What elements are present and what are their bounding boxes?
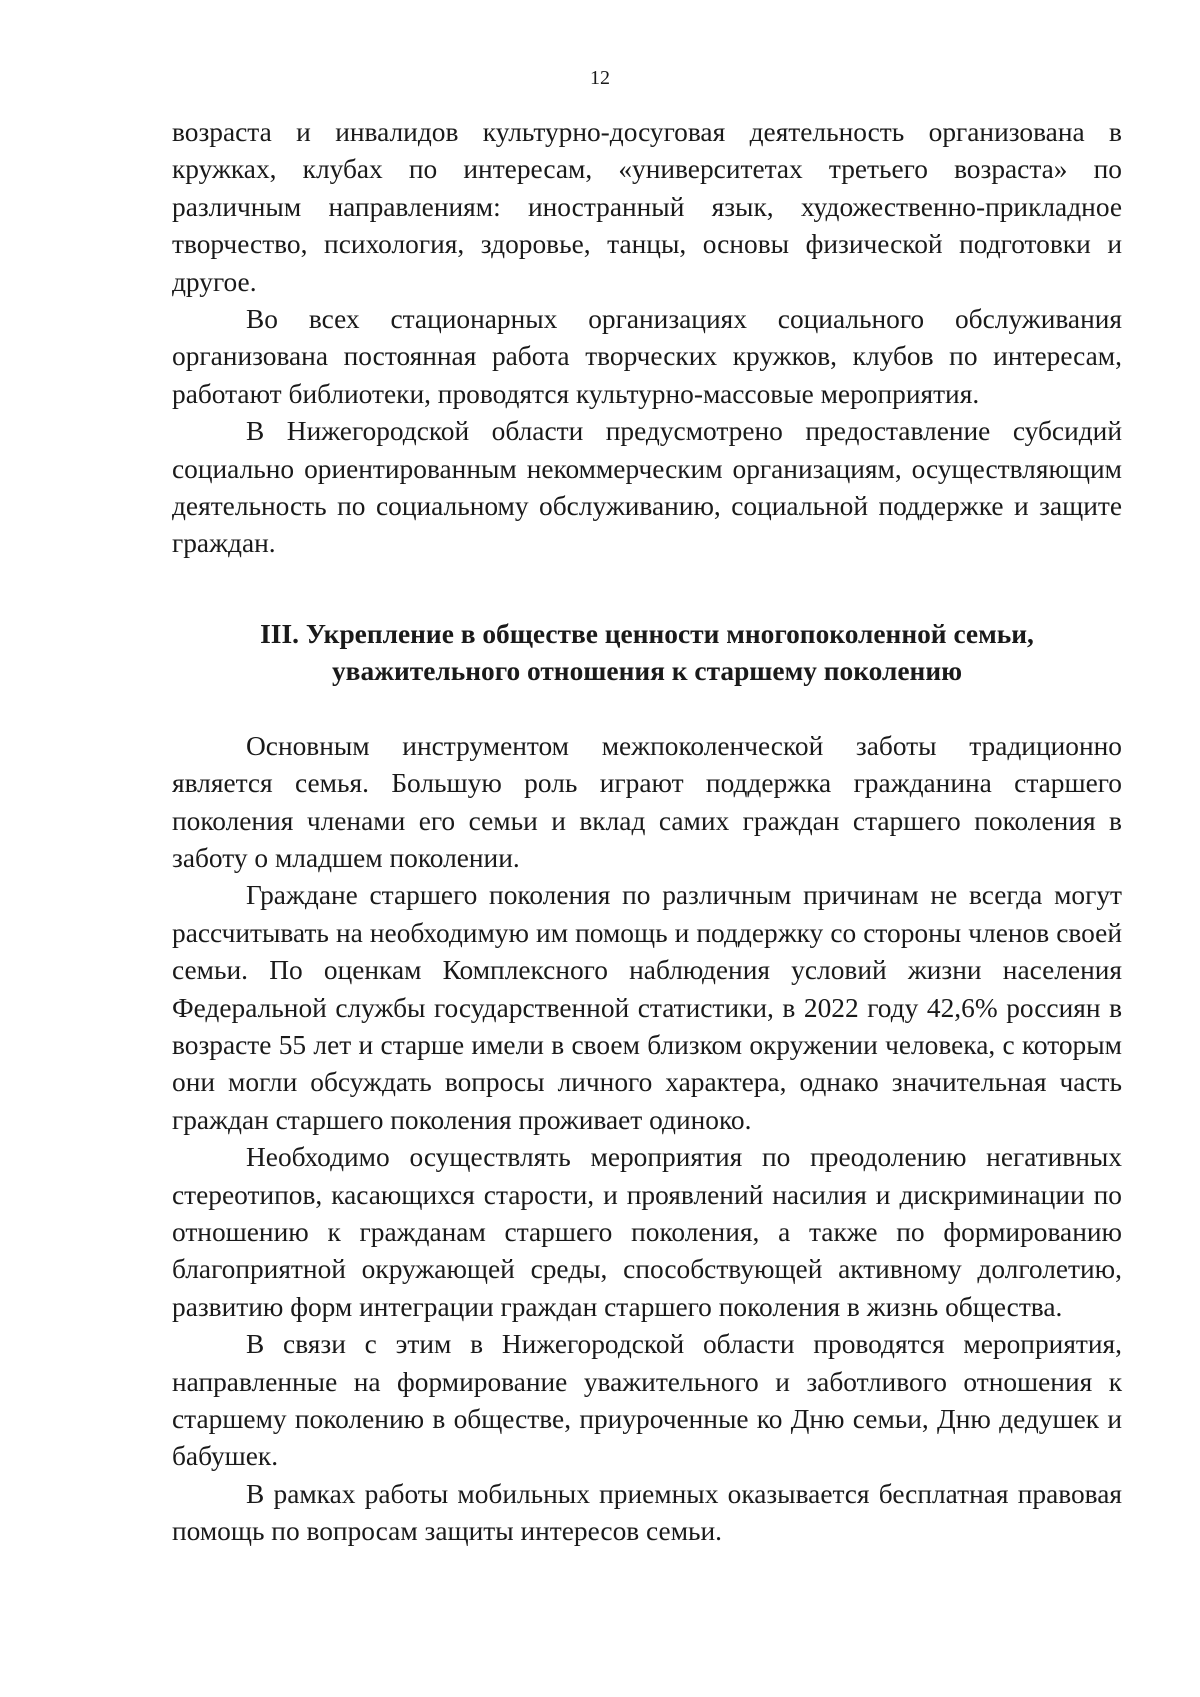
paragraph: В рамках работы мобильных приемных оказывается бесплатная правовая помощь по вопросам защиты интересов семьи.	[172, 1478, 1122, 1547]
section-heading-line: уважительного отношения к старшему поколению	[331, 656, 963, 687]
paragraph: Основным инструментом межпоколенческой заботы традиционно является семья. Большую роль играют поддержка гражданина старшего поколения членами его семьи и вклад самих граждан старшего поколения в заботу о младшем поколении.	[172, 730, 1122, 873]
paragraph: Необходимо осуществлять мероприятия по преодолению негативных стереотипов, касающихся старости, и проявлений насилия и дискриминации по отношению к гражданам старшего поколения, а также по формированию благоприятной окружающей среды, способствующей активному долголетию, развитию форм интеграции граждан старшего поколения в жизнь общества.	[172, 1142, 1122, 1322]
section-heading-line: III. Укрепление в обществе ценности многопоколенной семьи,	[260, 618, 1034, 649]
paragraph: В связи с этим в Нижегородской области проводятся мероприятия, направленные на формирование уважительного и заботливого отношения к старшему поколению в обществе, приуроченные ко Дню семьи, Дню дедушек и бабушек.	[172, 1329, 1122, 1472]
document-body	[172, 114, 1122, 1551]
page-number: 12	[590, 67, 610, 89]
paragraph: Граждане старшего поколения по различным причинам не всегда могут рассчитывать на необходимую им помощь и поддержку со стороны членов своей семьи. По оценкам Комплексного наблюдения условий жизни населения Федеральной службы государственной статистики, в 2022 году 42,6% россиян в возрасте 55 лет и старше имели в своем близком окружении человека, с которым они могли обсуждать вопросы личного характера, однако значительная часть граждан старшего поколения проживает одиноко.	[172, 880, 1122, 1135]
paragraph: В Нижегородской области предусмотрено предоставление субсидий социально ориентированным некоммерческим организациям, осуществляющим деятельность по социальному обслуживанию, социальной поддержке и защите граждан.	[172, 416, 1122, 559]
paragraph: возраста и инвалидов культурно-досуговая деятельность организована в кружках, клубах по интересам, «университетах третьего возраста» по различным направлениям: иностранный язык, художественно-прикладное творчество, психология, здоровье, танцы, основы физической подготовки и другое.	[172, 117, 1122, 297]
paragraph: Во всех стационарных организациях социального обслуживания организована постоянная работа творческих кружков, клубов по интересам, работают библиотеки, проводятся культурно-массовые мероприятия.	[172, 304, 1122, 409]
section-heading	[172, 616, 1122, 691]
